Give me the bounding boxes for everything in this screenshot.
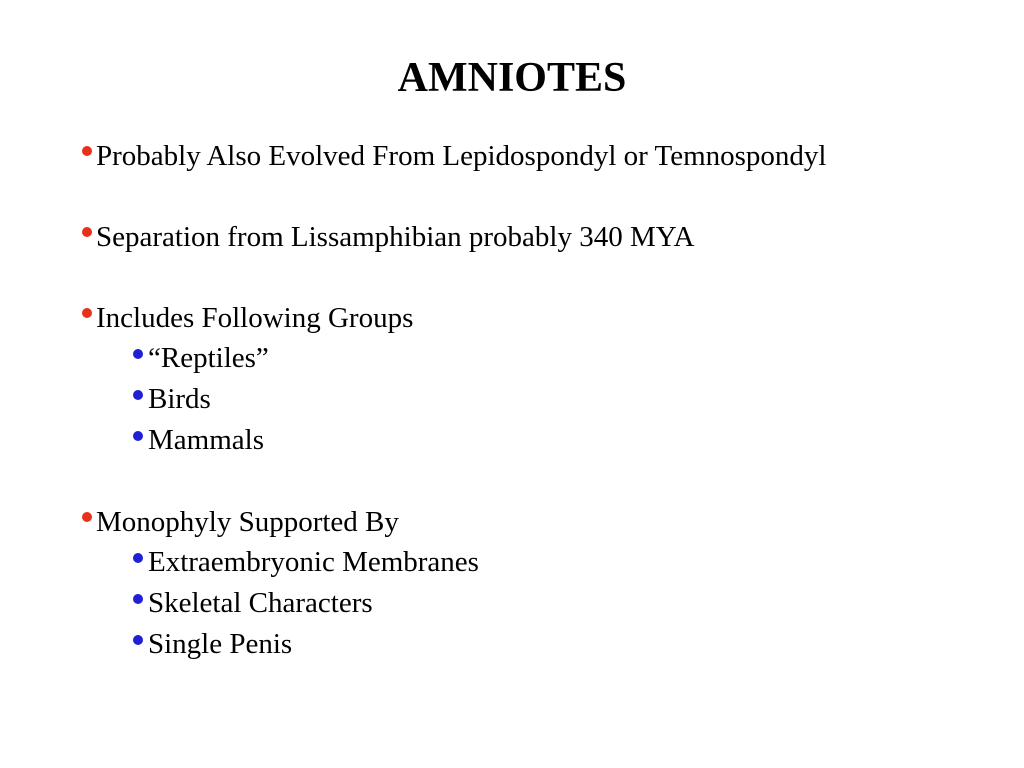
sub-bullet-item	[78, 338, 1008, 379]
red-bullet-icon	[82, 146, 92, 156]
bullet-item	[78, 217, 1008, 257]
slide-title: AMNIOTES	[397, 55, 627, 101]
bullet-text: Monophyly Supported By	[96, 506, 399, 538]
bullet-item	[78, 136, 1008, 176]
sub-bullet-text: Skeletal Characters	[148, 587, 373, 619]
sub-bullet-item	[78, 542, 1008, 583]
red-bullet-icon	[82, 512, 92, 522]
sub-bullet-text: “Reptiles”	[148, 342, 269, 374]
bullet-item	[78, 298, 1008, 338]
bullet-list	[78, 136, 1008, 665]
sub-bullet-text: Birds	[148, 383, 211, 415]
sub-bullet-text: Single Penis	[148, 628, 293, 660]
blue-bullet-icon	[133, 349, 143, 359]
sub-bullet-item	[78, 583, 1008, 624]
sub-bullet-item	[78, 624, 1008, 665]
blue-bullet-icon	[133, 390, 143, 400]
sub-bullet-item	[78, 379, 1008, 420]
blue-bullet-icon	[133, 635, 143, 645]
blue-bullet-icon	[133, 431, 143, 441]
bullet-item	[78, 502, 1008, 542]
sub-bullet-item	[78, 420, 1008, 461]
red-bullet-icon	[82, 308, 92, 318]
red-bullet-icon	[82, 227, 92, 237]
bullet-text: Probably Also Evolved From Lepidospondyl or Temnospondyl	[96, 140, 827, 172]
sub-bullet-text: Mammals	[148, 424, 264, 456]
bullet-text: Separation from Lissamphibian probably 340 MYA	[96, 221, 695, 253]
bullet-text: Includes Following Groups	[96, 302, 414, 334]
blue-bullet-icon	[133, 553, 143, 563]
sub-bullet-text: Extraembryonic Membranes	[148, 546, 479, 578]
blue-bullet-icon	[133, 594, 143, 604]
